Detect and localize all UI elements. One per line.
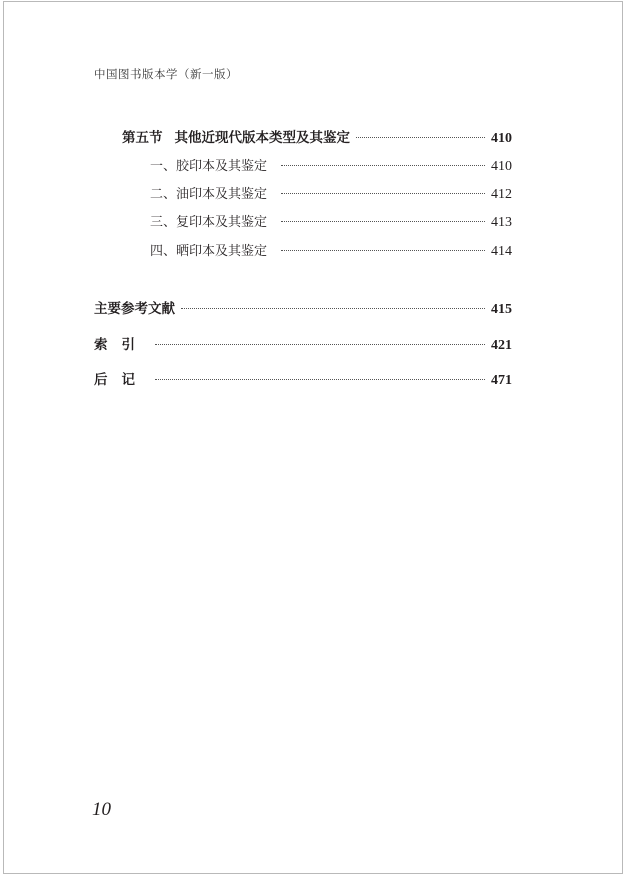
toc-entry-title: 索引	[94, 337, 149, 353]
dot-leader	[281, 165, 485, 166]
toc-afterword-entry[interactable]	[94, 370, 512, 390]
toc-subsection-title: 四、晒印本及其鉴定	[150, 244, 268, 259]
toc-page-number: 413	[491, 215, 512, 230]
toc-subsection-entry[interactable]	[150, 213, 512, 233]
dot-leader	[155, 344, 485, 345]
toc-entry-title: 主要参考文献	[94, 301, 175, 317]
toc-subsection-entry[interactable]	[150, 242, 512, 262]
toc-page-number: 471	[491, 373, 512, 388]
section-label: 第五节	[122, 130, 163, 146]
dot-leader	[155, 379, 485, 380]
running-header: 中国图书版本学（新一版）	[94, 67, 238, 81]
dot-leader	[281, 221, 485, 222]
toc-subsection-title: 三、复印本及其鉴定	[150, 215, 268, 230]
dot-leader	[281, 250, 485, 251]
toc-page-number: 421	[491, 338, 512, 353]
toc-subsection-entry[interactable]	[150, 185, 512, 205]
toc-subsection-title: 二、油印本及其鉴定	[150, 187, 268, 202]
toc-entry-title: 后记	[94, 372, 149, 388]
toc-section-entry[interactable]	[122, 128, 512, 148]
dot-leader	[181, 308, 485, 309]
toc-page-number: 410	[491, 131, 512, 146]
page-number: 10	[92, 799, 111, 820]
toc-section-title	[122, 128, 350, 148]
section-title: 其他近现代版本类型及其鉴定	[174, 130, 350, 146]
dot-leader	[356, 137, 485, 138]
toc-page-number: 415	[491, 302, 512, 317]
toc-index-entry[interactable]	[94, 335, 512, 355]
dot-leader	[281, 193, 485, 194]
toc-page-number: 410	[491, 159, 512, 174]
toc-subsection-title: 一、胶印本及其鉴定	[150, 159, 268, 174]
toc-page-number: 414	[491, 244, 512, 259]
toc-references-entry[interactable]	[94, 299, 512, 319]
toc-page-number: 412	[491, 187, 512, 202]
toc-subsection-entry[interactable]	[150, 157, 512, 177]
